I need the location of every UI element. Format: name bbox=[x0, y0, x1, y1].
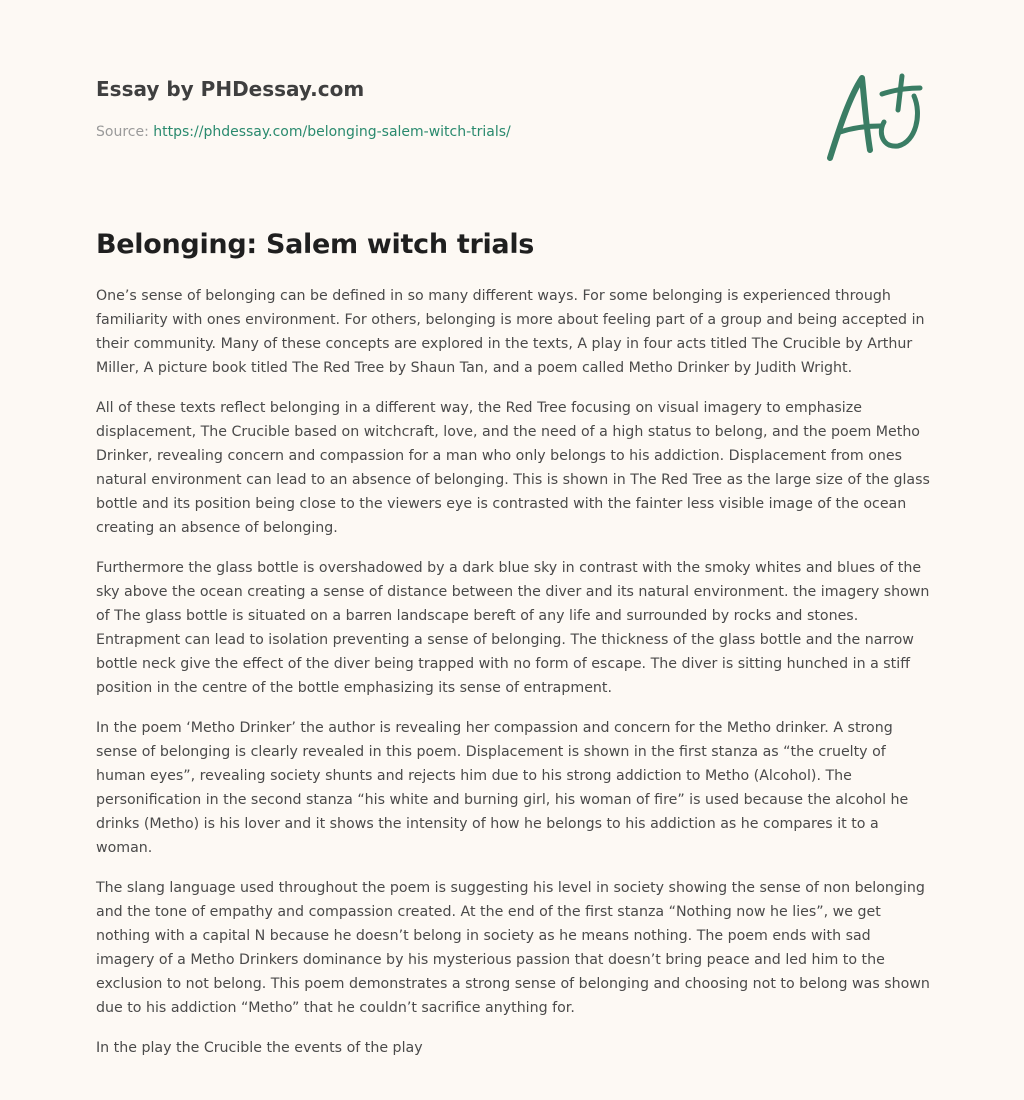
a-plus-grade-icon bbox=[818, 66, 928, 166]
site-title: Essay by PHDessay.com bbox=[96, 77, 365, 101]
essay-paragraph: One’s sense of belonging can be defined in so many different ways. For some belonging is experienced through familiarity with ones environment. For others, belonging is more about feeling part of a group and being accepted in their community. Many of these concepts are explored in the texts, A play in four acts titled The Crucible by Arthur Miller, A picture book titled The Red Tree by Shaun Tan, and a poem called Metho Drinker by Judith Wright. bbox=[96, 288, 925, 376]
essay-header bbox=[96, 74, 796, 142]
source-line bbox=[96, 122, 796, 142]
essay-title: Belonging: Salem witch trials bbox=[96, 229, 535, 260]
essay-paragraph: In the poem ‘Metho Drinker’ the author is revealing her compassion and concern for the Metho drinker. A strong sense of belonging is clearly revealed in this poem. Displacement is shown in the first stanza as “the cruelty of human eyes”, revealing society shunts and rejects him due to his strong addiction to Metho (Alcohol). The personification in the second stanza “his white and burning girl, his woman of fire” is used because the alcohol he drinks (Metho) is his lover and it shows the intensity of how he belongs to his addiction as he compares it to a woman. bbox=[96, 720, 909, 856]
essay-body bbox=[96, 284, 932, 1076]
source-label: Source: bbox=[96, 124, 149, 140]
essay-paragraph: Furthermore the glass bottle is overshadowed by a dark blue sky in contrast with the smoky whites and blues of the sky above the ocean creating a sense of distance between the diver and its natural environment. the imagery shown of The glass bottle is situated on a barren landscape bereft of any life and surrounded by rocks and stones. Entrapment can lead to isolation preventing a sense of belonging. The thickness of the glass bottle and the narrow bottle neck give the effect of the diver being trapped with no form of escape. The diver is sitting hunched in a stiff position in the centre of the bottle emphasizing its sense of entrapment. bbox=[96, 560, 930, 696]
essay-paragraph: The slang language used throughout the poem is suggesting his level in society showing the sense of non belonging and the tone of empathy and compassion created. At the end of the first stanza “Nothing now he lies”, we get nothing with a capital N because he doesn’t belong in society as he means nothing. The poem ends with sad imagery of a Metho Drinkers dominance by his mysterious passion that doesn’t bring peace and led him to the exclusion to not belong. This poem demonstrates a strong sense of belonging and choosing not to belong was shown due to his addiction “Metho” that he couldn’t sacrifice anything for. bbox=[96, 880, 930, 1016]
essay-paragraph: All of these texts reflect belonging in a different way, the Red Tree focusing on visual imagery to emphasize displacement, The Crucible based on witchcraft, love, and the need of a high status to belong, and the poem Metho Drinker, revealing concern and compassion for a man who only belongs to his addiction. Displacement from ones natural environment can lead to an absence of belonging. This is shown in The Red Tree as the large size of the glass bottle and its position being close to the viewers eye is contrasted with the fainter less visible image of the ocean creating an absence of belonging. bbox=[96, 400, 930, 536]
source-link[interactable]: https://phdessay.com/belonging-salem-witch-trials/ bbox=[153, 124, 511, 140]
essay-paragraph: In the play the Crucible the events of the play bbox=[96, 1040, 423, 1056]
